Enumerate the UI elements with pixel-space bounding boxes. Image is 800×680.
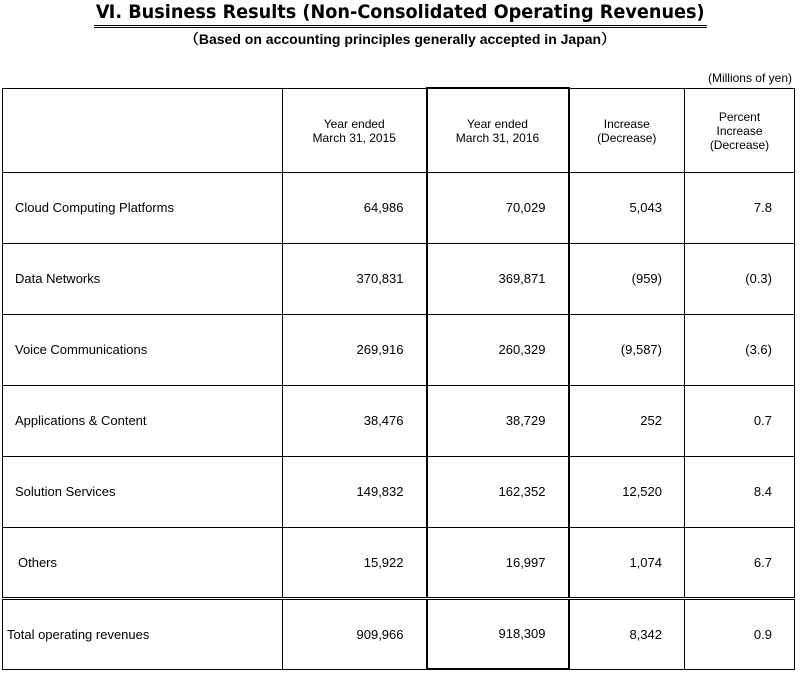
header-fy2016-line2: March 31, 2016 <box>455 131 540 146</box>
cell-fy2016: 70,029 <box>427 172 569 243</box>
table-row <box>3 314 795 385</box>
row-label: Cloud Computing Platforms <box>3 172 283 243</box>
unit-note: (Millions of yen) <box>707 71 792 85</box>
cell-percent: 6.7 <box>685 527 795 598</box>
table-row <box>3 243 795 314</box>
header-fy2015-line1: Year ended <box>323 117 385 131</box>
row-label: Voice Communications <box>3 314 283 385</box>
total-label: Total operating revenues <box>3 598 283 669</box>
table-row <box>3 385 795 456</box>
business-results-table <box>2 87 795 670</box>
cell-percent: 0.7 <box>685 385 795 456</box>
total-fy2016: 918,309 <box>427 598 569 669</box>
cell-change: 5,043 <box>569 172 685 243</box>
total-fy2015: 909,966 <box>283 598 427 669</box>
header-fy2015-line2: March 31, 2015 <box>312 131 396 145</box>
header-change-line1: Increase <box>603 117 650 131</box>
row-label: Data Networks <box>3 243 283 314</box>
row-label: Applications & Content <box>3 385 283 456</box>
cell-fy2015: 64,986 <box>283 172 427 243</box>
cell-fy2016: 38,729 <box>427 385 569 456</box>
cell-fy2016: 369,871 <box>427 243 569 314</box>
cell-fy2015: 269,916 <box>283 314 427 385</box>
header-fy2016 <box>427 88 569 172</box>
header-percent-line3: (Decrease) <box>709 138 770 152</box>
header-fy2016-line1: Year ended <box>467 117 528 132</box>
cell-percent: 7.8 <box>685 172 795 243</box>
total-change: 8,342 <box>569 598 685 669</box>
header-change-line2: (Decrease) <box>597 131 657 145</box>
cell-change: 12,520 <box>569 456 685 527</box>
cell-change: 1,074 <box>569 527 685 598</box>
cell-fy2016: 16,997 <box>427 527 569 598</box>
table-header-row <box>3 88 795 172</box>
table-row <box>3 527 795 598</box>
cell-fy2015: 38,476 <box>283 385 427 456</box>
page-title <box>0 0 800 28</box>
cell-percent: 8.4 <box>685 456 795 527</box>
page-title-text: Ⅵ. Business Results (Non-Consolidated Operating Revenues) <box>94 0 706 28</box>
cell-change: (9,587) <box>569 314 685 385</box>
cell-change: (959) <box>569 243 685 314</box>
cell-fy2016: 162,352 <box>427 456 569 527</box>
header-change <box>569 88 685 172</box>
table-row <box>3 456 795 527</box>
cell-percent: (3.6) <box>685 314 795 385</box>
cell-change: 252 <box>569 385 685 456</box>
cell-fy2015: 370,831 <box>283 243 427 314</box>
total-row <box>3 598 795 669</box>
page-subtitle: （Based on accounting principles generally accepted in Japan） <box>184 31 616 47</box>
cell-fy2015: 149,832 <box>283 456 427 527</box>
row-label: Solution Services <box>3 456 283 527</box>
header-blank <box>3 88 283 172</box>
cell-percent: (0.3) <box>685 243 795 314</box>
header-percent <box>685 88 795 172</box>
cell-fy2015: 15,922 <box>283 527 427 598</box>
cell-fy2016: 260,329 <box>427 314 569 385</box>
header-percent-line1: Percent <box>718 110 761 124</box>
total-percent: 0.9 <box>685 598 795 669</box>
header-percent-line2: Increase <box>716 124 763 138</box>
header-fy2015 <box>283 88 427 172</box>
row-label: Others <box>3 527 283 598</box>
table-row <box>3 172 795 243</box>
